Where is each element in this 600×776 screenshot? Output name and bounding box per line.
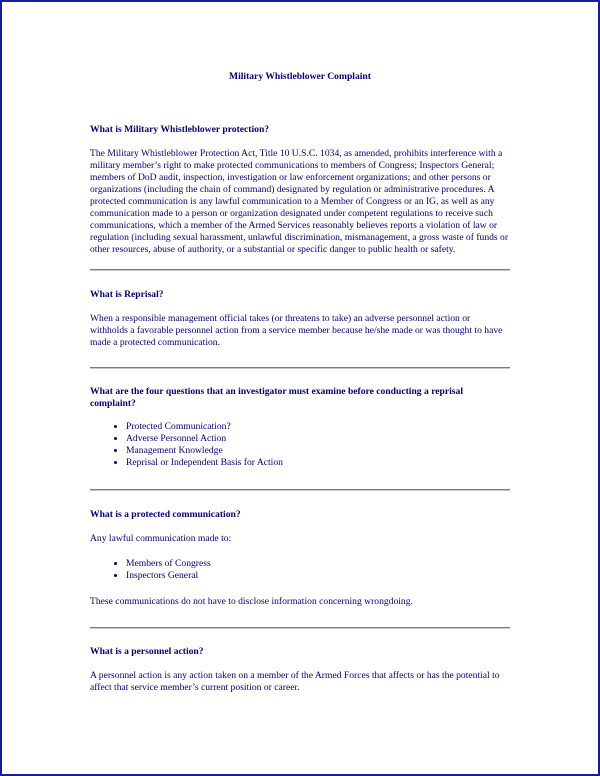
section-intro-protected-communication: Any lawful communication made to: bbox=[90, 533, 232, 544]
section-body-whistleblower-protection: The Military Whistleblower Protection Act, Title 10 U.S.C. 1034, as amended, prohibits interference with a military member’s right to make protected communications to members of Congress; Inspectors General; members of DoD audit, inspection, investigation or law enforcement organizations; and other persons or organizations (including the chain of command) designated by regulation or administrative procedures. A protected communication is any lawful communication to a Member of Congress or an IG, as well as any communication made to a person or organization designated under competent regulations to receive such communications, which a member of the Armed Services reasonably believes reports a violation of law or regulation (including sexual harassment, unlawful discrimination, mismanagement, a gross waste of funds or other resources, abuse of authority, or a substantial or specific danger to public health or safety. bbox=[90, 148, 509, 255]
section-heading-four-questions: What are the four questions that an investigator must examine before conducting a reprisal complaint? bbox=[90, 386, 463, 409]
list-item: • Inspectors General bbox=[126, 570, 510, 582]
section-divider bbox=[90, 367, 510, 369]
section-body-reprisal: When a responsible management official takes (or threatens to take) an adverse personnel action or withholds a favorable personnel action from a service member because he/she made or was thought to have made a protected communication. bbox=[90, 313, 503, 348]
section-divider bbox=[90, 627, 510, 629]
section-heading-personnel-action: What is a personnel action? bbox=[90, 646, 204, 657]
protected-communication-list bbox=[90, 558, 510, 582]
list-item: • Reprisal or Independent Basis for Action bbox=[126, 457, 510, 469]
list-item: • Protected Communication? bbox=[126, 421, 510, 433]
section-body-personnel-action: A personnel action is any action taken on a member of the Armed Forces that affects or has the potential to affect that service member’s current position or career. bbox=[90, 670, 500, 693]
section-heading-protected-communication: What is a protected communication? bbox=[90, 509, 241, 520]
four-questions-list bbox=[90, 421, 510, 469]
section-divider bbox=[90, 269, 510, 271]
section-heading-reprisal: What is Reprisal? bbox=[90, 289, 164, 300]
section-divider bbox=[90, 489, 510, 491]
section-heading-whistleblower-protection: What is Military Whistleblower protection? bbox=[90, 124, 270, 135]
list-item: • Management Knowledge bbox=[126, 445, 510, 457]
section-body-protected-communication: These communications do not have to disclose information concerning wrongdoing. bbox=[90, 596, 413, 607]
document-title: Military Whistleblower Complaint bbox=[229, 71, 371, 82]
list-item: • Adverse Personnel Action bbox=[126, 433, 510, 445]
list-item: • Members of Congress bbox=[126, 558, 510, 570]
